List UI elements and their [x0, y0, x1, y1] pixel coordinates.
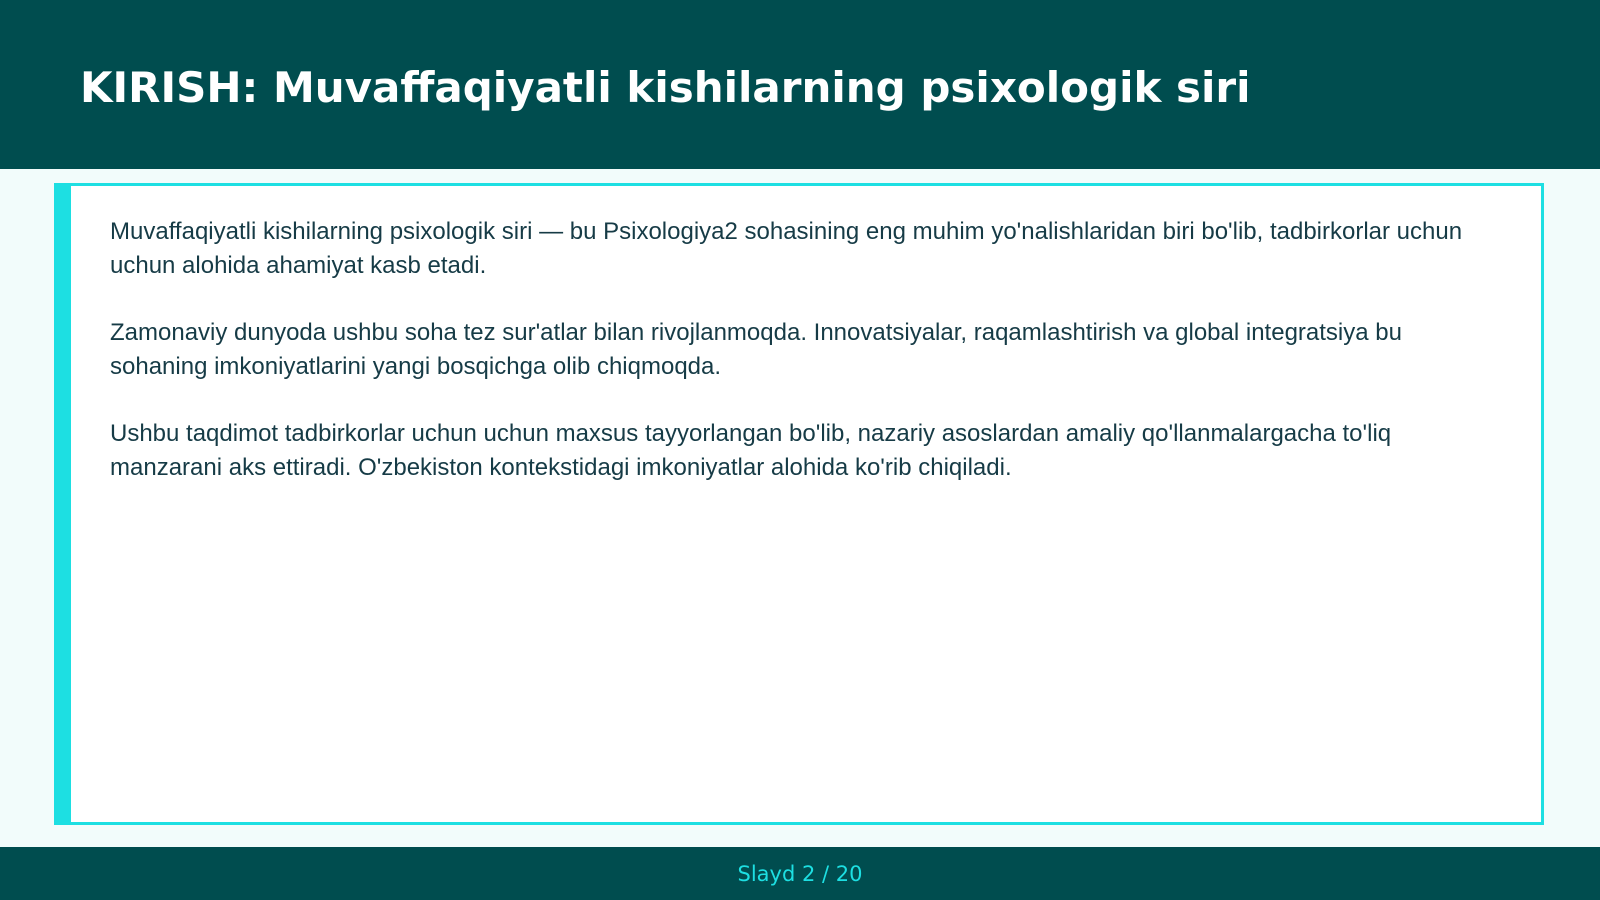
slide-header — [0, 0, 1600, 169]
slide-footer — [0, 847, 1600, 900]
content-panel — [54, 183, 1544, 825]
content-paragraph-1: Muvaffaqiyatli kishilarning psixologik siri — bu Psixologiya2 sohasining eng muhim yo'nalishlaridan biri bo'lib, tadbirkorlar uchun uchun alohida ahamiyat kasb etadi. — [110, 218, 1463, 279]
content-text — [110, 215, 1490, 518]
slide-counter: Slayd 2 / 20 — [737, 862, 863, 886]
content-paragraph-3: Ushbu taqdimot tadbirkorlar uchun uchun maxsus tayyorlangan bo'lib, nazariy asoslardan amaliy qo'llanmalargacha to'liq manzarani aks ettiradi. O'zbekiston kontekstidagi imkoniyatlar alohida ko'rib chiqiladi. — [110, 420, 1392, 481]
slide-title: KIRISH: Muvaffaqiyatli kishilarning psixologik siri — [80, 63, 1251, 112]
content-paragraph-2: Zamonaviy dunyoda ushbu soha tez sur'atlar bilan rivojlanmoqda. Innovatsiyalar, raqamlashtirish va global integratsiya bu sohaning imkoniyatlarini yangi bosqichga olib chiqmoqda. — [110, 319, 1402, 380]
